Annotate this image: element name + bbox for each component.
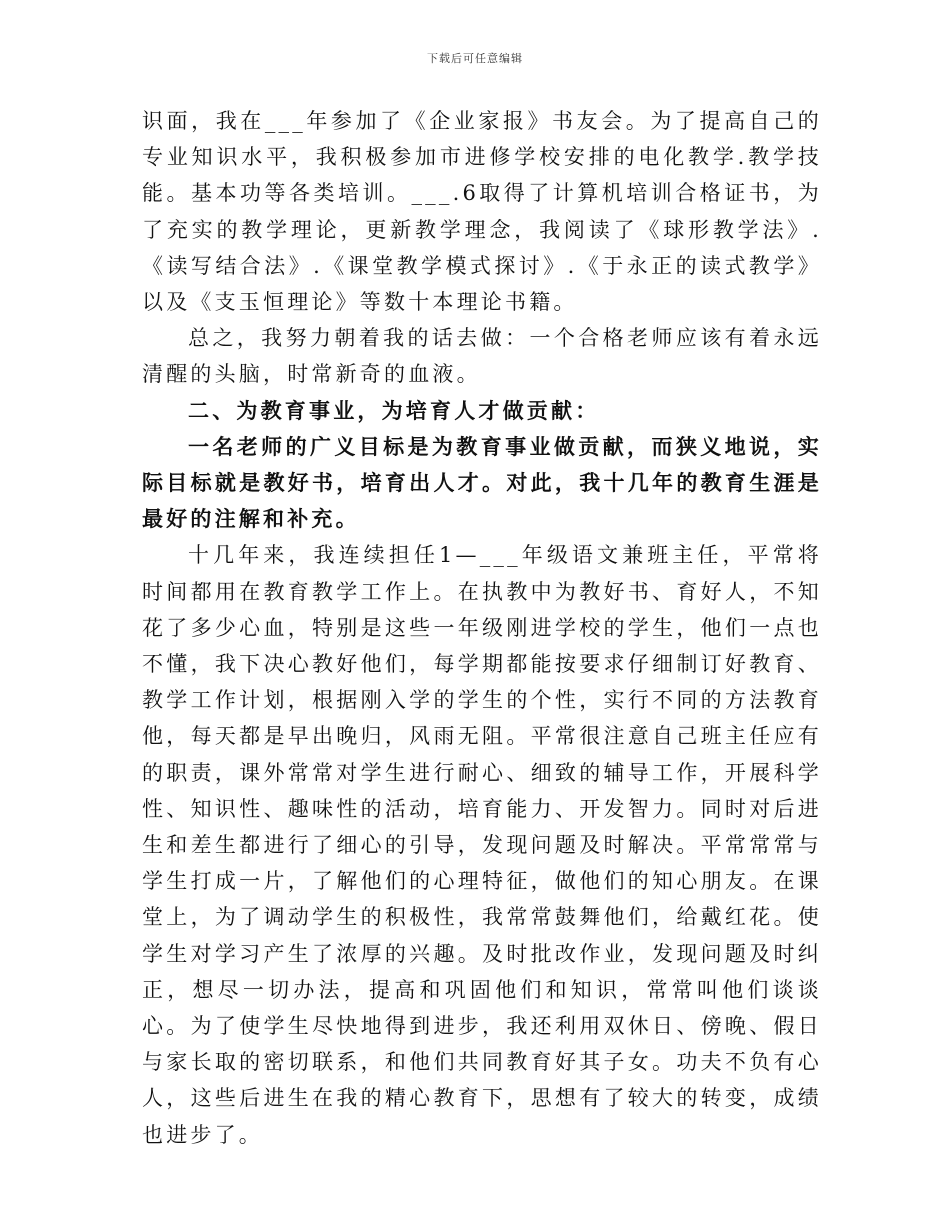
- paragraph-reading-and-training: 识面，我在___年参加了《企业家报》书友会。为了提高自己的专业知识水平，我积极参加市进修学校安排的电化教学.教学技能。基本功等各类培训。___.6取得了计算机培训合格证书，为了充实的教学理论，更新教学理念，我阅读了《球形教学法》.《读写结合法》.《课堂教学模式探讨》.《于永正的读式教学》以及《支玉恒理论》等数十本理论书籍。: [142, 109, 822, 315]
- paragraph-teacher-goal: 一名老师的广义目标是为教育事业做贡献，而狭义地说，实际目标就是教好书，培育出人才。对此，我十几年的教育生涯是最好的注解和补充。: [142, 433, 822, 532]
- paragraph-teaching-experience: 十几年来，我连续担任1—___年级语文兼班主任，平常将时间都用在教育教学工作上。在执教中为教好书、育好人，不知花了多少心血，特别是这些一年级刚进学校的学生，他们一点也不懂，我下决心教好他们，每学期都能按要求仔细制订好教育、教学工作计划，根据刚入学的学生的个性，实行不同的方法教育他，每天都是早出晚归，风雨无阻。平常很注意自己班主任应有的职责，课外常常对学生进行耐心、细致的辅导工作，开展科学性、知识性、趣味性的活动，培育能力、开发智力。同时对后进生和差生都进行了细心的引导，发现问题及时解决。平常常常与学生打成一片，了解他们的心理特征，做他们的知心朋友。在课堂上，为了调动学生的积极性，我常常鼓舞他们，给戴红花。使学生对学习产生了浓厚的兴趣。及时批改作业，发现问题及时纠正，想尽一切办法，提高和巩固他们和知识，常常叫他们谈谈心。为了使学生尽快地得到进步，我还利用双休日、傍晚、假日与家长取的密切联系，和他们共同教育好其子女。功夫不负有心人，这些后进生在我的精心教育下，思想有了较大的转变，成绩也进步了。: [142, 543, 822, 1147]
- paragraph-summary: 总之，我努力朝着我的话去做：一个合格老师应该有着永远清醒的头脑，时常新奇的血液。: [142, 326, 822, 387]
- page-header: 下载后可任意编辑: [427, 52, 523, 65]
- document-body: [142, 103, 822, 1153]
- section-heading-education-contribution: 二、为教育事业，为培育人才做贡献：: [188, 397, 600, 423]
